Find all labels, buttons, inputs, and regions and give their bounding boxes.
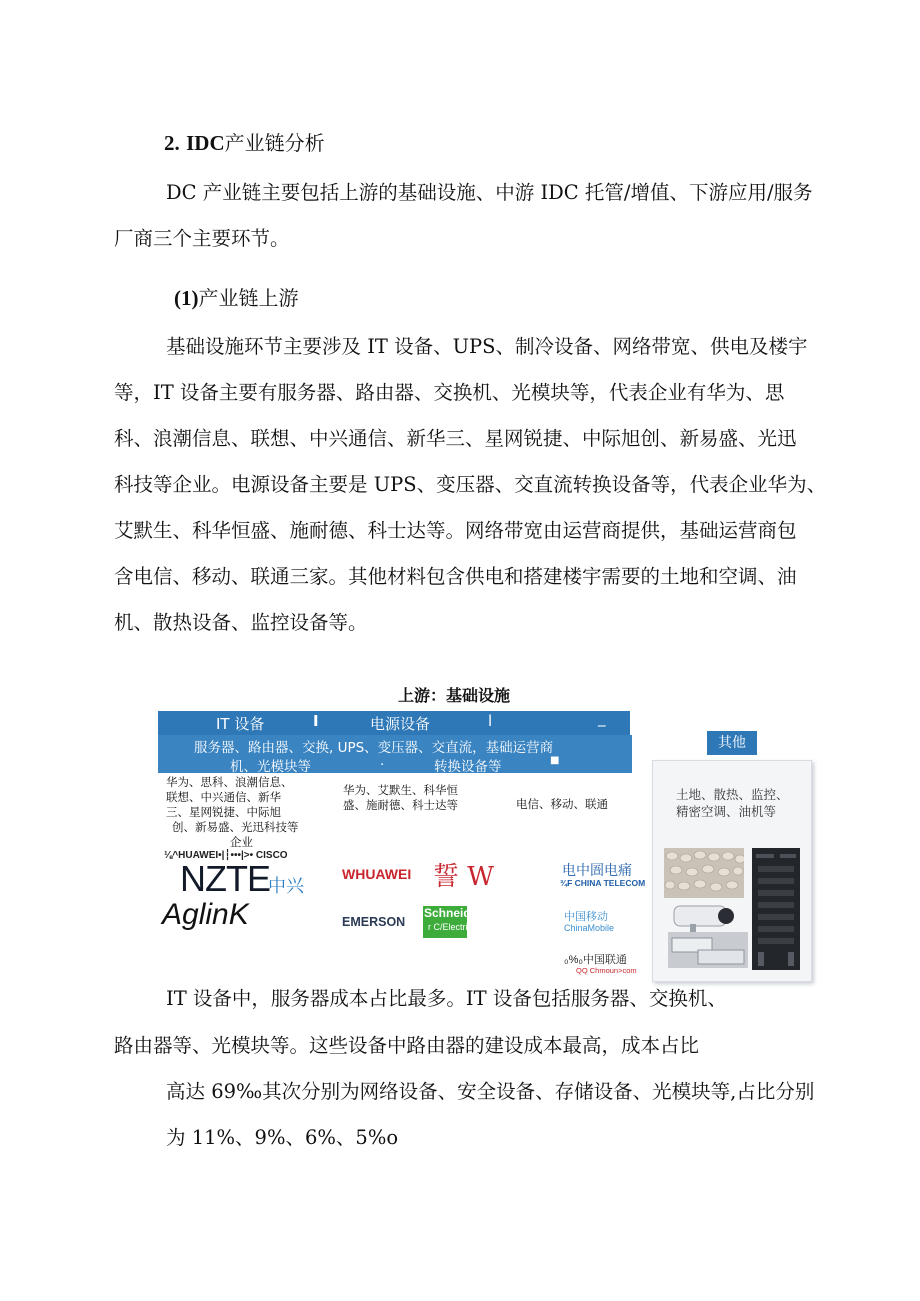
it-company-line: 三、星网锐捷、中际旭: [166, 805, 281, 819]
subheading-title: 产业链上游: [198, 286, 299, 310]
figure-items-bar: [158, 735, 632, 773]
paragraph-line: 路由器等、光模块等。这些设备中路由器的建设成本最高，成本占比: [114, 1034, 700, 1057]
intro-line: DC 产业链主要包括上游的基础设施、中游 IDC 托管/增值、下游应用/服务: [166, 181, 813, 204]
paragraph-line: 机、散热设备、监控设备等。: [114, 611, 368, 634]
other-head: 其他: [707, 731, 757, 755]
dash-mark: _: [598, 709, 606, 727]
separator: I: [313, 712, 319, 730]
separator: l: [488, 712, 493, 730]
whuawei-cn-logo: 誓 W: [433, 862, 494, 892]
zte-cn-logo: 中兴: [268, 876, 304, 896]
schneider-logo: Schneide: [424, 906, 478, 920]
paragraph-line: 科、浪潮信息、联想、中兴通信、新华三、星网锐捷、中际旭创、新易盛、光迅: [114, 427, 797, 450]
it-companies: [166, 775, 299, 850]
it-company-line: 创、新易盛、光迅科技等: [172, 820, 299, 834]
section-abbr: IDC: [186, 131, 225, 155]
paragraph-line: 基础设施环节主要涉及 IT 设备、UPS、制冷设备、网络带宽、供电及楼宇: [166, 335, 808, 358]
huawei-cisco-logo: ⅛^HUAWEI•|┆•••|>• CISCO: [164, 850, 288, 861]
items-row-power: 转换设备等: [434, 759, 502, 775]
other-desc: [676, 786, 789, 820]
aglink-logo: AglinK: [162, 898, 249, 931]
it-company-line: 企业: [230, 835, 253, 849]
ductwork-image: [668, 932, 748, 968]
emerson-logo: EMERSON: [342, 915, 406, 929]
camera-image: [670, 900, 742, 932]
granules-image: [664, 848, 744, 898]
section-number: 2.: [164, 131, 180, 155]
power-company-line: 盛、施耐德、科士达等: [343, 798, 458, 812]
china-unicom-logo: ₀%₀中国联通: [564, 954, 627, 966]
subheading-number: (1): [174, 286, 199, 310]
server-cabinet-image: [750, 846, 804, 972]
paragraph-line: 艾默生、科华恒盛、施耐德、科士达等。网络带宽由运营商提供，基础运营商包: [114, 519, 797, 542]
schneider-logo-sub: r C/Electric: [428, 922, 473, 932]
subheading: [174, 282, 299, 311]
paragraph-line: IT 设备中，服务器成本占比最多。IT 设备包括服务器、交换机、: [166, 987, 727, 1010]
items-row-mark: ■: [550, 755, 560, 766]
china-telecom-en: ¾F CHINA TELECOM: [560, 878, 646, 888]
zte-logo: NZTE: [180, 858, 270, 899]
section-title: 产业链分析: [224, 131, 325, 155]
col-it-label: IT 设备: [216, 715, 265, 733]
col-power-label: 电源设备: [370, 715, 431, 733]
paragraph-line: 含电信、移动、联通三家。其他材料包含供电和搭建楼宇需要的土地和空调、油: [114, 565, 797, 588]
china-telecom-logo: 电中圄电痛: [562, 862, 632, 878]
intro-line: 厂商三个主要环节。: [114, 227, 290, 250]
china-mobile-logo: 中国移动: [564, 911, 608, 923]
figure-header-bar: [158, 711, 630, 735]
it-company-line: 联想、中兴通信、新华: [166, 790, 281, 804]
power-companies: [343, 783, 458, 813]
paragraph-line: 等，IT 设备主要有服务器、路由器、交换机、光模块等，代表企业有华为、思: [114, 381, 785, 404]
whuawei-logo: WHUAWEI: [342, 866, 412, 882]
items-row: 服务器、路由器、交换, UPS、变压器、交直流，基础运营商: [194, 740, 554, 756]
paragraph-line: 高达 69‰其次分别为网络设备、安全设备、存储设备、光模块等,占比分别: [166, 1080, 815, 1103]
items-row-dot: .: [380, 753, 385, 769]
section-heading: [164, 127, 325, 156]
paragraph-line: 为 11%、9%、6%、5%o: [166, 1126, 399, 1149]
china-unicom-en: QQ Chmoun>com: [576, 966, 637, 975]
paragraph-line: 科技等企业。电源设备主要是 UPS、变压器、交直流转换设备等，代表企业华为、: [114, 473, 827, 496]
other-desc-line: 精密空调、油机等: [676, 804, 777, 819]
china-mobile-en: ChinaMobile: [564, 923, 615, 933]
carriers-text: 电信、移动、联通: [516, 797, 608, 811]
other-desc-line: 土地、散热、监控、: [676, 787, 789, 802]
figure-title: 上游：基础设施: [398, 686, 511, 705]
power-company-line: 华为、艾默生、科华恒: [343, 783, 458, 797]
it-company-line: 华为、思科、浪潮信息、: [166, 775, 293, 789]
items-row-it: 机、光模块等: [230, 759, 311, 775]
